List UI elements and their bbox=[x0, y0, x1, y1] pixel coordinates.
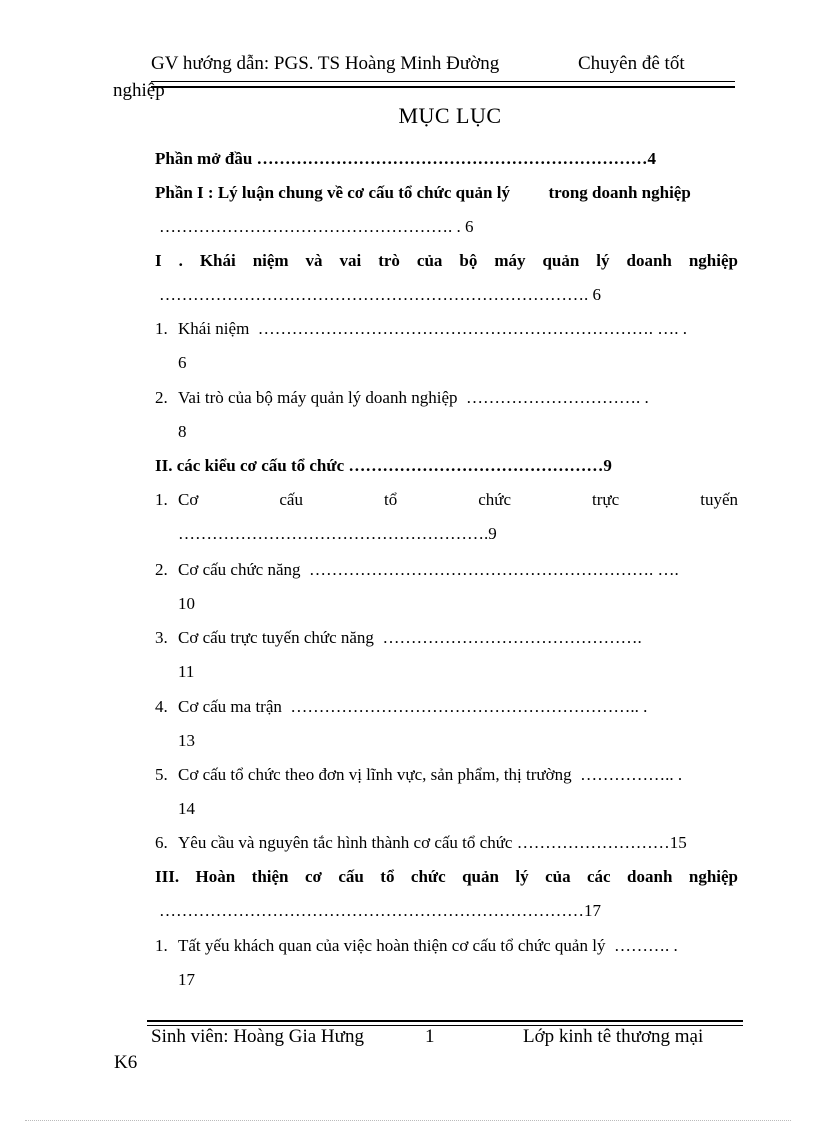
toc-word: thiện bbox=[251, 867, 289, 886]
toc-i1-text: Khái niệm bbox=[178, 319, 250, 338]
toc-word: lý bbox=[596, 251, 610, 270]
header-rule-bottom bbox=[151, 86, 735, 88]
toc-sec1[interactable] bbox=[155, 251, 738, 271]
toc-word: doanh bbox=[626, 251, 672, 270]
toc-i1-dots: ……………………………………………………………. …. . bbox=[257, 319, 688, 338]
toc-i2-num: 2. bbox=[155, 388, 168, 407]
toc-word: bộ bbox=[459, 251, 478, 270]
toc-j1-page: ……………………………………………….9 bbox=[178, 524, 497, 543]
footer-class: Lớp kinh tê thương mại bbox=[523, 1026, 704, 1047]
toc-j4-num: 4. bbox=[155, 697, 168, 716]
toc-j2-num: 2. bbox=[155, 560, 168, 579]
toc-word: các bbox=[587, 867, 611, 886]
toc-sec2[interactable]: II. các kiểu cơ cấu tổ chức ………………………………………9 bbox=[155, 456, 612, 475]
toc-j5-dots: …………….. . bbox=[580, 765, 683, 784]
toc-word: trực bbox=[592, 490, 620, 509]
toc-j2-text: Cơ cấu chức năng bbox=[178, 560, 301, 579]
toc-j2-page: 10 bbox=[178, 594, 195, 613]
toc-k1-text: Tất yếu khách quan của việc hoàn thiện cơ cấu tổ chức quản lý bbox=[178, 936, 606, 955]
toc-word: Khái bbox=[199, 251, 236, 270]
toc-word: quản bbox=[462, 867, 499, 886]
toc-j3-text: Cơ cấu trực tuyến chức năng bbox=[178, 628, 374, 647]
toc-k1-dots: ………. . bbox=[613, 936, 678, 955]
toc-j1-num: 1. bbox=[155, 490, 168, 509]
toc-sec3[interactable] bbox=[155, 867, 738, 887]
toc-word: vai bbox=[339, 251, 362, 270]
toc-k1[interactable] bbox=[178, 936, 678, 956]
toc-j3-page: 11 bbox=[178, 662, 195, 681]
toc-j4-page: 13 bbox=[178, 731, 195, 750]
toc-k1-page: 17 bbox=[178, 970, 195, 989]
toc-j5[interactable] bbox=[178, 765, 682, 785]
toc-word: máy bbox=[494, 251, 526, 270]
page-title: MỤC LỤC bbox=[398, 103, 502, 128]
toc-part1-title: Phần I : Lý luận chung về cơ cấu tổ chức quản lý bbox=[155, 183, 510, 202]
toc-j4[interactable] bbox=[178, 697, 647, 717]
toc-j3-dots: ………………………………………. bbox=[382, 628, 642, 647]
toc-part1-title-cont: trong doanh nghiệp bbox=[548, 183, 691, 202]
toc-j5-num: 5. bbox=[155, 765, 168, 784]
toc-word: nghiệp bbox=[688, 251, 738, 270]
toc-j3[interactable] bbox=[178, 628, 642, 648]
footer-page-number: 1 bbox=[425, 1026, 435, 1047]
footer-student: Sinh viên: Hoàng Gia Hưng bbox=[151, 1026, 364, 1047]
toc-word: trò bbox=[378, 251, 400, 270]
toc-word: III. bbox=[155, 867, 180, 886]
toc-part1-page: ……………………………………………. . 6 bbox=[159, 217, 474, 236]
toc-i1[interactable] bbox=[178, 319, 687, 339]
toc-word: tổ bbox=[383, 490, 398, 509]
toc-j3-num: 3. bbox=[155, 628, 168, 647]
toc-word: Cơ bbox=[178, 490, 199, 509]
toc-j6-num: 6. bbox=[155, 833, 168, 852]
toc-k1-num: 1. bbox=[155, 936, 168, 955]
toc-j5-page: 14 bbox=[178, 799, 195, 818]
header-wrap: nghiệp bbox=[113, 80, 165, 101]
toc-word: cấu bbox=[338, 867, 364, 886]
footer-wrap: K6 bbox=[114, 1052, 138, 1073]
toc-i2-dots: …………………………. . bbox=[466, 388, 649, 407]
toc-word: I bbox=[155, 251, 162, 270]
toc-word: chức bbox=[478, 490, 512, 509]
toc-sec1-page: …………………………………………………………………. 6 bbox=[159, 285, 601, 304]
toc-part1[interactable] bbox=[155, 183, 691, 203]
toc-word: cấu bbox=[279, 490, 303, 509]
toc-i1-num: 1. bbox=[155, 319, 168, 338]
toc-sec3-page: …………………………………………………………………17 bbox=[159, 901, 601, 920]
toc-j1[interactable] bbox=[178, 490, 738, 510]
toc-word: lý bbox=[515, 867, 529, 886]
header-rule-top bbox=[151, 81, 735, 82]
toc-j5-text: Cơ cấu tổ chức theo đơn vị lĩnh vực, sản phẩm, thị trường bbox=[178, 765, 572, 784]
toc-i2-page: 8 bbox=[178, 422, 187, 441]
toc-i2-text: Vai trò của bộ máy quản lý doanh nghiệp bbox=[178, 388, 458, 407]
toc-j2[interactable] bbox=[178, 560, 679, 580]
toc-j4-dots: …………………………………………………….. . bbox=[290, 697, 648, 716]
header-instructor: GV hướng dẫn: PGS. TS Hoàng Minh Đường bbox=[151, 53, 500, 74]
page-edge-divider bbox=[25, 1120, 791, 1121]
toc-intro[interactable]: Phần mở đầu ……………………………………………………………4 bbox=[155, 149, 657, 168]
toc-word: niệm bbox=[252, 251, 289, 270]
toc-word: quản bbox=[542, 251, 580, 270]
toc-word: . bbox=[178, 251, 183, 270]
toc-word: Hoàn bbox=[195, 867, 236, 886]
toc-word: tuyến bbox=[700, 490, 738, 509]
toc-i2[interactable] bbox=[178, 388, 649, 408]
toc-j6[interactable]: Yêu cầu và nguyên tắc hình thành cơ cấu tổ chức ………………………15 bbox=[178, 833, 687, 852]
toc-j4-text: Cơ cấu ma trận bbox=[178, 697, 282, 716]
toc-word: chức bbox=[410, 867, 446, 886]
toc-word: nghiệp bbox=[688, 867, 738, 886]
toc-word: doanh bbox=[627, 867, 673, 886]
header-topic: Chuyên đê tốt bbox=[578, 53, 685, 74]
toc-word: và bbox=[305, 251, 323, 270]
toc-word: tổ bbox=[380, 867, 395, 886]
footer-rule-top bbox=[147, 1020, 743, 1022]
toc-word: của bbox=[545, 867, 571, 886]
toc-j2-dots: ……………………………………………………. …. bbox=[309, 560, 679, 579]
toc-word: của bbox=[416, 251, 443, 270]
toc-word: cơ bbox=[304, 867, 322, 886]
toc-i1-page: 6 bbox=[178, 353, 187, 372]
